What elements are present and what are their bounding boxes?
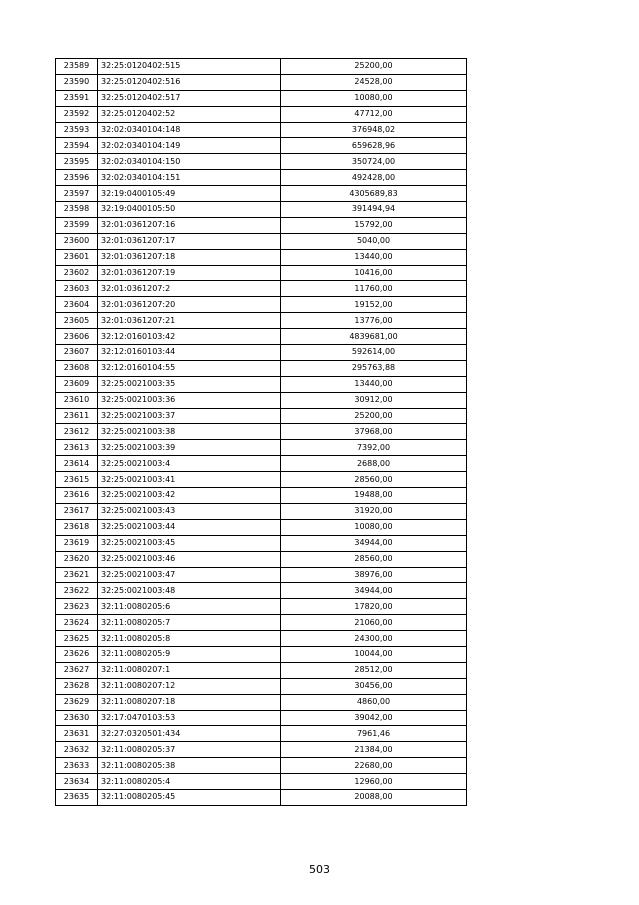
cadastral-number-cell: 32:11:0080205:4 xyxy=(98,774,281,790)
table-row xyxy=(56,186,467,202)
row-number-cell: 23594 xyxy=(56,138,98,154)
table-row xyxy=(56,615,467,631)
table-row xyxy=(56,360,467,376)
table-row xyxy=(56,329,467,345)
row-number-cell: 23627 xyxy=(56,662,98,678)
row-number-cell: 23597 xyxy=(56,186,98,202)
cadastral-number-cell: 32:02:0340104:148 xyxy=(98,122,281,138)
value-cell: 295763,88 xyxy=(281,360,467,376)
cadastral-number-cell: 32:25:0021003:47 xyxy=(98,567,281,583)
table-row xyxy=(56,742,467,758)
table-row xyxy=(56,694,467,710)
table-row xyxy=(56,74,467,90)
value-cell: 376948,02 xyxy=(281,122,467,138)
cadastral-number-cell: 32:25:0021003:38 xyxy=(98,424,281,440)
table-row xyxy=(56,170,467,186)
row-number-cell: 23608 xyxy=(56,360,98,376)
row-number-cell: 23633 xyxy=(56,758,98,774)
cadastral-number-cell: 32:02:0340104:151 xyxy=(98,170,281,186)
table-row xyxy=(56,519,467,535)
table-row xyxy=(56,472,467,488)
cadastral-number-cell: 32:17:0470103:53 xyxy=(98,710,281,726)
cadastral-number-cell: 32:25:0120402:516 xyxy=(98,74,281,90)
value-cell: 24300,00 xyxy=(281,631,467,647)
value-cell: 28512,00 xyxy=(281,662,467,678)
value-cell: 13440,00 xyxy=(281,249,467,265)
table-row xyxy=(56,249,467,265)
cadastral-number-cell: 32:11:0080205:45 xyxy=(98,789,281,805)
row-number-cell: 23592 xyxy=(56,106,98,122)
row-number-cell: 23631 xyxy=(56,726,98,742)
value-cell: 492428,00 xyxy=(281,170,467,186)
row-number-cell: 23598 xyxy=(56,202,98,218)
value-cell: 34944,00 xyxy=(281,583,467,599)
row-number-cell: 23628 xyxy=(56,678,98,694)
value-cell: 10080,00 xyxy=(281,90,467,106)
cadastral-number-cell: 32:02:0340104:150 xyxy=(98,154,281,170)
table-row xyxy=(56,599,467,615)
row-number-cell: 23615 xyxy=(56,472,98,488)
row-number-cell: 23607 xyxy=(56,345,98,361)
value-cell: 7961,46 xyxy=(281,726,467,742)
table-row xyxy=(56,297,467,313)
cadastral-number-cell: 32:25:0021003:43 xyxy=(98,503,281,519)
value-cell: 10044,00 xyxy=(281,646,467,662)
cadastral-number-cell: 32:25:0021003:37 xyxy=(98,408,281,424)
cadastral-number-cell: 32:11:0080207:12 xyxy=(98,678,281,694)
table-row xyxy=(56,217,467,233)
value-cell: 10416,00 xyxy=(281,265,467,281)
value-cell: 28560,00 xyxy=(281,472,467,488)
row-number-cell: 23603 xyxy=(56,281,98,297)
value-cell: 47712,00 xyxy=(281,106,467,122)
value-cell: 20088,00 xyxy=(281,789,467,805)
table-row xyxy=(56,138,467,154)
row-number-cell: 23591 xyxy=(56,90,98,106)
cadastral-number-cell: 32:01:0361207:21 xyxy=(98,313,281,329)
cadastral-number-cell: 32:19:0400105:50 xyxy=(98,202,281,218)
value-cell: 19488,00 xyxy=(281,488,467,504)
row-number-cell: 23589 xyxy=(56,59,98,75)
table-row xyxy=(56,503,467,519)
table-row xyxy=(56,59,467,75)
row-number-cell: 23600 xyxy=(56,233,98,249)
table-row xyxy=(56,646,467,662)
cadastral-number-cell: 32:11:0080205:38 xyxy=(98,758,281,774)
table-row xyxy=(56,774,467,790)
value-cell: 12960,00 xyxy=(281,774,467,790)
row-number-cell: 23595 xyxy=(56,154,98,170)
table-row xyxy=(56,662,467,678)
table-row xyxy=(56,106,467,122)
cadastral-number-cell: 32:27:0320501:434 xyxy=(98,726,281,742)
table-row xyxy=(56,456,467,472)
value-cell: 2688,00 xyxy=(281,456,467,472)
value-cell: 11760,00 xyxy=(281,281,467,297)
cadastral-number-cell: 32:01:0361207:20 xyxy=(98,297,281,313)
value-cell: 13776,00 xyxy=(281,313,467,329)
row-number-cell: 23601 xyxy=(56,249,98,265)
table-row xyxy=(56,424,467,440)
page-number: 503 xyxy=(309,863,330,876)
table-row xyxy=(56,345,467,361)
cadastral-number-cell: 32:25:0021003:36 xyxy=(98,392,281,408)
cadastral-number-cell: 32:25:0021003:35 xyxy=(98,376,281,392)
table-row xyxy=(56,265,467,281)
cadastral-number-cell: 32:11:0080205:37 xyxy=(98,742,281,758)
row-number-cell: 23626 xyxy=(56,646,98,662)
cadastral-number-cell: 32:01:0361207:19 xyxy=(98,265,281,281)
row-number-cell: 23604 xyxy=(56,297,98,313)
table-row xyxy=(56,281,467,297)
row-number-cell: 23625 xyxy=(56,631,98,647)
row-number-cell: 23609 xyxy=(56,376,98,392)
table-row xyxy=(56,202,467,218)
cadastral-number-cell: 32:11:0080207:18 xyxy=(98,694,281,710)
row-number-cell: 23620 xyxy=(56,551,98,567)
row-number-cell: 23634 xyxy=(56,774,98,790)
table-row xyxy=(56,122,467,138)
row-number-cell: 23590 xyxy=(56,74,98,90)
cadastral-number-cell: 32:01:0361207:2 xyxy=(98,281,281,297)
row-number-cell: 23623 xyxy=(56,599,98,615)
row-number-cell: 23605 xyxy=(56,313,98,329)
row-number-cell: 23599 xyxy=(56,217,98,233)
cadastral-number-cell: 32:11:0080205:6 xyxy=(98,599,281,615)
value-cell: 7392,00 xyxy=(281,440,467,456)
cadastral-number-cell: 32:02:0340104:149 xyxy=(98,138,281,154)
table-row xyxy=(56,313,467,329)
value-cell: 13440,00 xyxy=(281,376,467,392)
cadastral-number-cell: 32:25:0021003:45 xyxy=(98,535,281,551)
table-row xyxy=(56,758,467,774)
value-cell: 30456,00 xyxy=(281,678,467,694)
value-cell: 4305689,83 xyxy=(281,186,467,202)
row-number-cell: 23616 xyxy=(56,488,98,504)
value-cell: 15792,00 xyxy=(281,217,467,233)
value-cell: 5040,00 xyxy=(281,233,467,249)
row-number-cell: 23602 xyxy=(56,265,98,281)
cadastral-number-cell: 32:25:0120402:52 xyxy=(98,106,281,122)
cadastral-number-cell: 32:01:0361207:17 xyxy=(98,233,281,249)
table-row xyxy=(56,535,467,551)
value-cell: 4839681,00 xyxy=(281,329,467,345)
value-cell: 350724,00 xyxy=(281,154,467,170)
row-number-cell: 23610 xyxy=(56,392,98,408)
table-row xyxy=(56,440,467,456)
row-number-cell: 23593 xyxy=(56,122,98,138)
table-row xyxy=(56,233,467,249)
value-cell: 37968,00 xyxy=(281,424,467,440)
value-cell: 25200,00 xyxy=(281,408,467,424)
table-row xyxy=(56,392,467,408)
table-row xyxy=(56,631,467,647)
cadastral-number-cell: 32:25:0021003:48 xyxy=(98,583,281,599)
table-row xyxy=(56,567,467,583)
row-number-cell: 23618 xyxy=(56,519,98,535)
row-number-cell: 23596 xyxy=(56,170,98,186)
cadastral-number-cell: 32:12:0160103:42 xyxy=(98,329,281,345)
row-number-cell: 23612 xyxy=(56,424,98,440)
data-table xyxy=(55,58,467,806)
cadastral-number-cell: 32:11:0080205:9 xyxy=(98,646,281,662)
cadastral-number-cell: 32:12:0160103:44 xyxy=(98,345,281,361)
cadastral-number-cell: 32:25:0021003:39 xyxy=(98,440,281,456)
value-cell: 38976,00 xyxy=(281,567,467,583)
row-number-cell: 23630 xyxy=(56,710,98,726)
table-row xyxy=(56,488,467,504)
value-cell: 4860,00 xyxy=(281,694,467,710)
cadastral-number-cell: 32:01:0361207:18 xyxy=(98,249,281,265)
cadastral-number-cell: 32:25:0021003:44 xyxy=(98,519,281,535)
value-cell: 34944,00 xyxy=(281,535,467,551)
cadastral-number-cell: 32:19:0400105:49 xyxy=(98,186,281,202)
cadastral-number-cell: 32:11:0080205:8 xyxy=(98,631,281,647)
row-number-cell: 23617 xyxy=(56,503,98,519)
table-row xyxy=(56,583,467,599)
cadastral-number-cell: 32:25:0120402:515 xyxy=(98,59,281,75)
table-row xyxy=(56,376,467,392)
cadastral-number-cell: 32:01:0361207:16 xyxy=(98,217,281,233)
value-cell: 24528,00 xyxy=(281,74,467,90)
value-cell: 30912,00 xyxy=(281,392,467,408)
cadastral-number-cell: 32:25:0120402:517 xyxy=(98,90,281,106)
table-row xyxy=(56,710,467,726)
row-number-cell: 23629 xyxy=(56,694,98,710)
table-row xyxy=(56,90,467,106)
row-number-cell: 23613 xyxy=(56,440,98,456)
row-number-cell: 23614 xyxy=(56,456,98,472)
row-number-cell: 23619 xyxy=(56,535,98,551)
value-cell: 659628,96 xyxy=(281,138,467,154)
cadastral-number-cell: 32:25:0021003:42 xyxy=(98,488,281,504)
cadastral-number-cell: 32:12:0160104:55 xyxy=(98,360,281,376)
table-row xyxy=(56,726,467,742)
cadastral-number-cell: 32:11:0080207:1 xyxy=(98,662,281,678)
row-number-cell: 23622 xyxy=(56,583,98,599)
value-cell: 391494,94 xyxy=(281,202,467,218)
row-number-cell: 23606 xyxy=(56,329,98,345)
table-row xyxy=(56,678,467,694)
table-body xyxy=(56,59,467,806)
value-cell: 10080,00 xyxy=(281,519,467,535)
row-number-cell: 23611 xyxy=(56,408,98,424)
value-cell: 28560,00 xyxy=(281,551,467,567)
value-cell: 31920,00 xyxy=(281,503,467,519)
table-row xyxy=(56,789,467,805)
table-row xyxy=(56,551,467,567)
value-cell: 39042,00 xyxy=(281,710,467,726)
value-cell: 592614,00 xyxy=(281,345,467,361)
value-cell: 25200,00 xyxy=(281,59,467,75)
value-cell: 21060,00 xyxy=(281,615,467,631)
cadastral-number-cell: 32:25:0021003:46 xyxy=(98,551,281,567)
value-cell: 21384,00 xyxy=(281,742,467,758)
table-row xyxy=(56,408,467,424)
value-cell: 19152,00 xyxy=(281,297,467,313)
cadastral-number-cell: 32:25:0021003:41 xyxy=(98,472,281,488)
value-cell: 22680,00 xyxy=(281,758,467,774)
cadastral-number-cell: 32:25:0021003:4 xyxy=(98,456,281,472)
table-row xyxy=(56,154,467,170)
row-number-cell: 23624 xyxy=(56,615,98,631)
value-cell: 17820,00 xyxy=(281,599,467,615)
row-number-cell: 23635 xyxy=(56,789,98,805)
cadastral-number-cell: 32:11:0080205:7 xyxy=(98,615,281,631)
row-number-cell: 23632 xyxy=(56,742,98,758)
row-number-cell: 23621 xyxy=(56,567,98,583)
